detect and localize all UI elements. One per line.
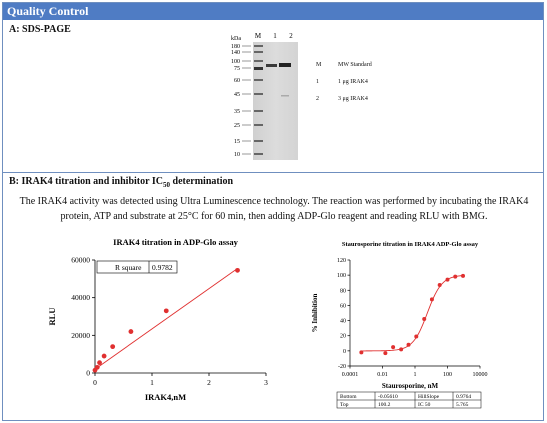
chart2-stats-cell: 5.765 (456, 402, 469, 408)
chart2-stats-cell: 0.9764 (456, 394, 472, 400)
legend-label-2: 3 μg IRAK4 (338, 96, 368, 102)
chart2-stats-cell: Bottom (340, 394, 357, 400)
legend-key-1: 1 (316, 79, 319, 85)
chart2-stats-cell: HillSlope (418, 394, 440, 400)
chart1-data-point (97, 360, 102, 365)
gel-marker-label: 140 (231, 50, 240, 56)
chart1-y-tick-label: 20000 (71, 330, 90, 340)
chart2-x-tick-label: 0.01 (377, 372, 388, 378)
chart2-fit-curve (361, 276, 463, 351)
chart2-data-point (422, 317, 426, 321)
chart2-data-point (414, 334, 418, 338)
gel-marker-label: 10 (234, 152, 240, 158)
legend-key-2: 2 (316, 96, 319, 102)
chart2-x-tick-label: 0.0001 (341, 372, 359, 378)
gel-lane-label: 2 (289, 32, 293, 40)
chart2-y-tick-label: 20 (340, 333, 346, 340)
chart2-title: Staurosporine titration in IRAK4 ADP-Glo assay (341, 241, 479, 248)
chart1-x-tick-label: 3 (264, 378, 268, 387)
chart2-x-tick-label: 100 (443, 372, 452, 378)
chart2-y-tick-label: 80 (340, 288, 346, 295)
chart2-data-point (446, 278, 450, 282)
chart1-data-point (129, 329, 134, 334)
chart1-x-tick-label: 0 (93, 378, 97, 387)
gel-marker-label: 35 (234, 109, 240, 115)
chart1-data-point (102, 354, 107, 359)
chart2-stats-cell: 100.2 (378, 402, 391, 408)
chart2-data-point (407, 343, 411, 347)
chart1-stats-label: R square (115, 263, 142, 272)
chart1-stats-value: 0.9782 (152, 263, 173, 272)
chart1-x-tick-label: 1 (150, 378, 154, 387)
chart2-data-point (399, 347, 403, 351)
chart2-data-point (453, 275, 457, 279)
chart2-y-tick-label: 120 (337, 258, 346, 264)
legend-key-m: M (316, 62, 322, 68)
chart1-y-tick-label: 40000 (71, 293, 90, 303)
irak4-titration-chart (40, 232, 280, 412)
gel-marker-label: 60 (234, 78, 240, 84)
gel-unit-label: kDa (231, 36, 241, 42)
gel-lane-label: M (254, 32, 262, 40)
chart1-y-label: RLU (47, 307, 57, 326)
chart2-y-tick-label: 100 (337, 273, 346, 280)
chart2-y-label: % Inhibition (311, 293, 319, 333)
gel-marker-label: 180 (231, 44, 240, 50)
chart2-stats-cell: Top (340, 402, 349, 408)
gel-marker-label: 25 (234, 123, 240, 129)
chart2-data-point (461, 274, 465, 278)
gel-marker-label: 100 (231, 59, 240, 65)
chart2-data-point (438, 283, 442, 287)
gel-marker-label: 45 (234, 92, 240, 98)
chart2-y-tick-label: 40 (340, 318, 346, 325)
section-divider (3, 172, 543, 173)
section-b-title-sub: 50 (163, 181, 171, 189)
chart2-y-tick-label: -20 (338, 364, 346, 370)
legend-label-m: MW Standard (338, 62, 372, 68)
chart1-fit-line (95, 268, 238, 369)
section-b-title-text: B: IRAK4 titration and inhibitor IC (9, 176, 164, 187)
section-b-title (9, 176, 233, 189)
chart1-title: IRAK4 titration in ADP-Glo assay (113, 237, 238, 247)
chart1-data-point (95, 365, 100, 370)
gel-marker-label: 75 (234, 66, 240, 72)
chart2-data-point (391, 345, 395, 349)
chart2-data-point (430, 297, 434, 301)
chart2-x-tick-label: 10000 (472, 372, 488, 378)
chart1-x-label: IRAK4,nM (144, 392, 187, 402)
section-b-description: The IRAK4 activity was detected using Ultra Luminescence technology. The reaction was performed by incubating the IRAK4 protein, ATP and substrate at 25°C for 60 min, then adding ADP-Glo reagent and reading RLU with BMG. (19, 196, 529, 222)
chart2-data-point (359, 350, 363, 354)
chart2-y-tick-label: 60 (340, 303, 346, 310)
section-header: Quality Control (3, 3, 543, 20)
chart1-x-tick-label: 2 (207, 378, 211, 387)
chart1-y-tick-label: 60000 (71, 255, 90, 265)
chart2-stats-cell: -0.05610 (378, 394, 398, 400)
gel-marker-label: 15 (234, 139, 240, 145)
gel-lane-label: 1 (273, 32, 277, 40)
chart1-data-point (235, 268, 240, 273)
chart1-data-point (164, 308, 169, 313)
chart2-x-label: Staurosporine, nM (381, 382, 439, 390)
staurosporine-chart (305, 236, 505, 418)
section-b-title-suffix: determination (170, 176, 234, 187)
chart2-x-tick-label: 1 (413, 372, 417, 378)
chart2-y-tick-label: 0 (343, 348, 346, 355)
chart2-stats-cell: IC 50 (418, 402, 431, 408)
section-a-title: A: SDS-PAGE (9, 24, 71, 35)
chart2-data-point (383, 351, 387, 355)
chart1-data-point (110, 344, 115, 349)
legend-label-1: 1 μg IRAK4 (338, 79, 368, 85)
chart1-y-tick-label: 0 (86, 368, 90, 378)
